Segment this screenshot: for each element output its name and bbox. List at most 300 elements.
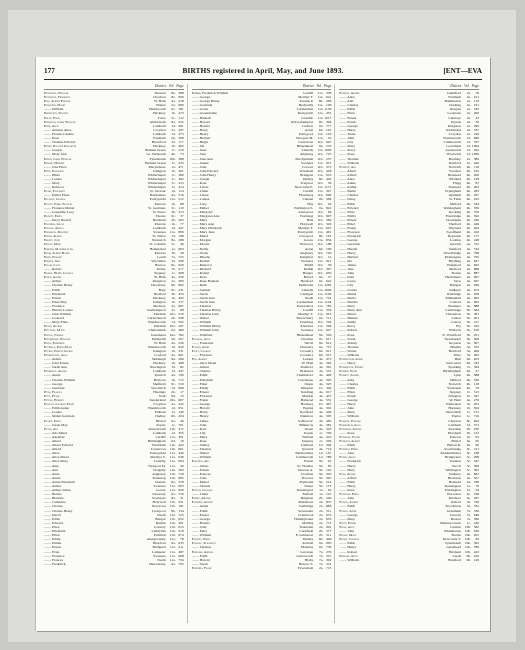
entry-district: Pontypridd <box>149 451 166 456</box>
entry-volume: 5b. <box>318 475 324 480</box>
entry-volume: 11b. <box>317 254 324 259</box>
entry-district: Caxton <box>450 320 462 325</box>
entry-volume: 7a. <box>171 254 176 259</box>
entry-volume: 7a. <box>466 512 472 517</box>
entry-volume: 4a. <box>466 295 472 300</box>
entry-page: 690 <box>326 193 332 198</box>
entry-page: 1000 <box>324 148 332 153</box>
entry-volume: 9d. <box>171 393 176 398</box>
entry-volume: 4a. <box>466 246 472 251</box>
entry-page: 147 <box>326 492 332 497</box>
entry-page: 430 <box>473 217 480 222</box>
entry-volume: 6c. <box>466 492 472 497</box>
entry-name: Eversley, Frank <box>339 434 360 439</box>
entry-district: Tunstead <box>448 185 462 190</box>
entry-volume: 4a. <box>319 398 324 403</box>
entry-volume: 1b. <box>171 168 176 173</box>
entry-name: —— Alice Mary <box>44 459 69 464</box>
entry-volume: 3b. <box>171 209 176 214</box>
entry-page: 782 <box>178 332 184 337</box>
entry-page: 697 <box>326 213 332 218</box>
entry-page: 228 <box>473 238 480 243</box>
entry-district: Swaffham <box>446 230 462 235</box>
entry-name: —— Fanny <box>339 226 357 231</box>
entry-volume: 6a. <box>319 316 324 321</box>
entry-district: Anglesey <box>299 152 314 157</box>
entry-page: 187 <box>473 496 480 501</box>
entry-volume: 11b. <box>317 181 324 186</box>
entry-volume: 1b. <box>466 434 472 439</box>
entry-volume: 6d. <box>171 438 176 443</box>
entry-district: Llanfyllin <box>151 529 166 534</box>
entry-district: St. Faith <box>448 197 462 202</box>
entry-name: —— William <box>339 160 359 165</box>
entry-volume: 1b. <box>318 385 324 390</box>
surname-range: [ENT—EVA <box>443 67 482 75</box>
entry-page: 685 <box>178 475 184 480</box>
entry-name: Eustace, Charles Edwin <box>44 402 75 407</box>
entry-page: 538 <box>473 479 480 484</box>
entry-name: —— Ellen <box>339 389 355 394</box>
entry-name: —— Thomas <box>191 303 212 308</box>
entry-name: —— Florence Mabel <box>44 205 75 210</box>
entry-district: Dudley <box>302 176 314 181</box>
entry-district: Neath <box>304 295 314 300</box>
entry-name: —— Thomas <box>339 344 359 349</box>
entry-page: 112 <box>178 115 184 120</box>
entry-page: 399 <box>473 463 480 468</box>
entry-district: Cheltenham <box>148 328 166 333</box>
entry-name: Every, Alice <box>339 455 356 460</box>
entry-name: —— Laura <box>339 279 356 284</box>
entry-page: 402 <box>178 295 184 300</box>
entry-page: 283 <box>178 279 184 284</box>
entry-district: Islington <box>153 299 166 304</box>
entry-name: —— Edith <box>191 553 208 558</box>
entry-district: Poplar <box>304 430 314 435</box>
entry-district: W. Ham <box>449 398 462 403</box>
entry-volume: 3a. <box>171 140 176 145</box>
entry-name: Evanson, Alice <box>191 336 211 341</box>
entry-volume: 8e. <box>171 91 176 95</box>
entry-volume: 8b. <box>171 508 176 513</box>
entry-name: —— Alfred <box>339 172 357 177</box>
entry-name: —— Gertrude <box>191 103 213 108</box>
entry-name: Everard, Arthur <box>191 549 213 554</box>
entry-name: —— Edith <box>339 201 356 206</box>
entry-volume: 11a. <box>317 287 324 292</box>
entry-page: 110 <box>178 205 184 210</box>
entry-district: Mitford <box>449 201 462 206</box>
entry-district: Pancras <box>154 201 166 206</box>
entry-name: —— Margaret <box>191 209 213 214</box>
entry-page: 212 <box>473 430 480 435</box>
entry-volume: 3b. <box>466 328 472 333</box>
entry-volume: 6c. <box>466 496 472 501</box>
entry-volume: 7b. <box>171 267 176 272</box>
entry-name: —— Alice Maud <box>44 455 69 460</box>
entry-page: 177 <box>178 140 184 145</box>
entry-name: —— John <box>191 475 207 480</box>
entry-name: —— Charles Henry <box>44 508 73 513</box>
entry-page: 927 <box>326 328 332 333</box>
entry-district: Hartismere <box>149 193 166 198</box>
entry-district: Dewsbury <box>151 283 166 288</box>
entry-volume: 2b. <box>171 316 176 321</box>
entry-volume: 1d. <box>171 385 176 390</box>
entry-name: —— Edith <box>339 504 356 509</box>
entry-page: 744 <box>473 246 480 251</box>
entry-page: 17 <box>180 389 184 394</box>
entry-district: Gower <box>303 238 314 243</box>
entry-page: 659 <box>326 271 332 276</box>
entry-name: Evenden, Alfred <box>191 500 213 505</box>
entry-page: 1064 <box>471 144 480 149</box>
entry-district: Bridgend <box>300 172 314 177</box>
entry-volume: 5c. <box>466 463 472 468</box>
entry-page: 469 <box>473 348 480 353</box>
entry-district: Bradford <box>448 557 462 562</box>
entry-volume: 6c. <box>466 447 472 452</box>
entry-volume: 11b. <box>169 426 176 431</box>
register-columns <box>44 84 482 623</box>
entry-volume: 1b. <box>171 299 176 304</box>
entry-page: 1194 <box>324 291 332 296</box>
entry-page: 161 <box>473 103 480 108</box>
entry-volume: 1b. <box>171 348 176 353</box>
entry-volume: 11a. <box>317 91 324 95</box>
entry-volume: 10a. <box>465 545 472 550</box>
entry-name: —— John Henry <box>191 172 217 177</box>
entry-page: 617 <box>326 389 332 394</box>
entry-volume: 1d. <box>171 189 176 194</box>
entry-district: Yarmouth <box>446 385 462 390</box>
entry-name: —— Amy <box>44 463 59 468</box>
entry-volume: 2b. <box>171 136 176 141</box>
entry-district: Bangor <box>302 271 314 276</box>
entry-name: —— Amy <box>339 377 355 382</box>
entry-name: Everest, Albert <box>339 91 360 95</box>
entry-district: St. Columb <box>149 242 166 247</box>
entry-volume: 11b. <box>169 533 176 538</box>
entry-name: —— Harry <box>339 361 356 366</box>
entry-district: Tenterden <box>299 524 314 529</box>
entry-name: —— Maria <box>339 295 356 300</box>
entry-volume: 6a. <box>319 275 324 280</box>
entry-name: —— Harry <box>191 410 208 415</box>
entry-volume: 11a. <box>317 291 324 296</box>
entry-page: 526 <box>326 332 332 337</box>
entry-name: —— Percy <box>339 148 356 153</box>
entry-volume: 1d. <box>171 430 176 435</box>
entry-name: —— Edith <box>191 508 208 513</box>
entry-district: Newtown <box>299 242 314 247</box>
entry-name: —— William <box>44 107 64 112</box>
entry-district: Dartford <box>448 160 462 165</box>
entry-page: 416 <box>473 553 480 558</box>
entry-volume: 4a. <box>466 299 472 304</box>
entry-name: Essam, Cecil <box>44 262 61 267</box>
entry-name: Esmond, Maximilian G. <box>44 246 74 251</box>
entry-volume: 10a. <box>169 332 176 337</box>
entry-name: —— James <box>191 418 209 423</box>
entry-district: Gateshead <box>446 545 462 550</box>
entry-district: Birmingham <box>147 438 166 443</box>
entry-name: —— John William <box>44 312 71 317</box>
entry-name: —— Ernest <box>44 545 62 550</box>
entry-name: —— Walter <box>191 451 209 456</box>
entry-volume: 8a. <box>171 479 176 484</box>
entry-page: 262 <box>473 185 480 190</box>
entry-name: —— Isaac <box>191 148 207 153</box>
entry-name: —— Walter <box>339 348 357 353</box>
entry-page: 729 <box>473 500 480 505</box>
entry-volume: 1b. <box>466 393 472 398</box>
entry-volume: 6a. <box>171 561 176 566</box>
entry-volume: 4b. <box>466 230 472 235</box>
column-header-district: District. <box>154 84 167 88</box>
column-header-volume: Vol. <box>168 84 175 88</box>
entry-page: 473 <box>178 111 184 116</box>
entry-volume: 2a. <box>466 99 472 104</box>
entry-district: Merthyr T. <box>298 226 314 231</box>
entry-name: —— Louisa <box>44 176 62 181</box>
entry-district: Brentford <box>151 140 166 145</box>
entry-district: Ruthin <box>156 520 166 525</box>
entry-district: Halstead <box>448 479 462 484</box>
entry-district: Tynemouth <box>444 541 462 546</box>
entry-volume: 1d. <box>171 369 176 374</box>
entry-page: 266 <box>326 99 332 104</box>
entry-page: 471 <box>178 164 184 169</box>
entry-volume: 11b. <box>169 529 176 534</box>
entry-district: N. Witchford <box>442 332 462 337</box>
entry-page: 908 <box>178 553 184 558</box>
entry-page: 837 <box>326 500 332 505</box>
entry-page: 338 <box>326 91 332 95</box>
entry-volume: 8a. <box>319 332 324 337</box>
entry-page: 555 <box>473 344 480 349</box>
entry-name: —— Daisy <box>339 197 356 202</box>
entry-volume: 4b. <box>466 197 472 202</box>
entry-name: Everton, Emma <box>339 447 359 452</box>
entry-page: 68 <box>180 307 184 312</box>
entry-volume: 8e. <box>171 262 176 267</box>
entry-page: 551 <box>326 369 332 374</box>
entry-name: —— Harold <box>191 119 210 124</box>
entry-district: Lynn <box>453 373 462 378</box>
entry-page: 615 <box>326 353 332 357</box>
entry-name: —— Kate <box>191 426 207 431</box>
entry-page: 359 <box>473 205 480 210</box>
entry-page: 394 <box>326 119 332 124</box>
entry-page: 40 <box>180 418 184 423</box>
entry-district: Barrow S. <box>298 561 314 566</box>
entry-name: —— Herbert <box>191 136 211 141</box>
entry-page: 566 <box>473 516 480 521</box>
entry-district: Flegg <box>452 181 462 186</box>
entry-district: Pwllheli <box>153 533 166 538</box>
entry-volume: 11a. <box>169 537 176 542</box>
entry-district: Chester <box>154 479 166 484</box>
entry-page: 963 <box>473 295 480 300</box>
entry-volume: 1a. <box>171 410 176 415</box>
entry-page: 345 <box>326 471 332 476</box>
entry-district: St. Saviour <box>149 189 166 194</box>
entry-page: 15 <box>180 393 184 398</box>
entry-volume: 9c. <box>171 107 176 112</box>
entry-name: —— Kate <box>339 275 355 280</box>
entry-name: —— Ellen <box>44 533 60 538</box>
entry-name: —— Mary <box>191 529 208 534</box>
entry-name: —— Harry <box>339 463 356 468</box>
entry-name: —— Harry <box>339 484 356 488</box>
entry-volume: 3b. <box>466 307 472 312</box>
entry-district: Newport M. <box>296 136 314 141</box>
entry-name: —— Ethel May <box>44 299 67 304</box>
entry-page: 795 <box>473 254 480 259</box>
entry-district: Wellington <box>445 467 462 472</box>
entry-district: Norwich <box>448 164 462 169</box>
entry-district: Lambeth <box>153 131 166 136</box>
entry-volume: 3b. <box>466 316 472 321</box>
entry-page: 506 <box>326 438 332 443</box>
entry-page: 762 <box>473 504 480 509</box>
entry-page: 168 <box>473 492 480 497</box>
entry-name: —— Frederick <box>44 561 66 566</box>
entry-page: 414 <box>178 185 184 190</box>
entry-name: —— Mary Jane <box>191 230 215 235</box>
entry-volume: 11a. <box>317 226 324 231</box>
entry-district: Braintree <box>300 369 314 374</box>
entry-name: —— Harry <box>191 127 208 132</box>
entry-page: 229 <box>473 131 480 136</box>
entry-page: 888 <box>473 303 480 308</box>
entry-district: Bristol <box>451 438 462 443</box>
entry-page: 19 <box>180 438 184 443</box>
entry-name: Everson, Albert <box>339 438 360 443</box>
entry-name: —— Charles William <box>44 377 76 382</box>
entry-page: 233 <box>473 361 480 366</box>
entry-name: —— Ernest <box>339 115 357 120</box>
entry-district: Cuckfield <box>299 529 314 534</box>
page-title: BIRTHS registered in April, May, and June 1893. <box>182 67 344 75</box>
entry-volume: 11b. <box>317 168 324 173</box>
entry-district: Newmarket <box>444 336 462 341</box>
entry-volume: 11a. <box>169 488 176 493</box>
entry-district: Hay <box>307 201 314 206</box>
entry-district: Llandilo <box>301 115 314 120</box>
entry-page: 290 <box>473 123 480 128</box>
entry-page: 739 <box>326 545 332 550</box>
entry-volume: 7a. <box>319 553 324 558</box>
entry-district: Chesterton <box>445 312 462 317</box>
register-entry <box>44 562 184 566</box>
entry-volume: 2a. <box>171 402 176 407</box>
entry-district: Coventry <box>300 353 314 357</box>
entry-district: Lampeter <box>152 549 166 554</box>
entry-district: Gt. Yarmouth <box>146 152 166 157</box>
entry-volume: 10b. <box>464 537 472 542</box>
entry-volume: 10b. <box>464 524 472 529</box>
entry-name: —— John Ernest <box>44 361 69 366</box>
entry-volume: 4a. <box>466 471 472 476</box>
entry-name: Esson, Alfred <box>44 324 62 329</box>
entry-name: Ewbank, Alice <box>339 553 358 558</box>
entry-district: Southampton <box>146 307 166 312</box>
entry-district: Newcastle T. <box>442 537 462 542</box>
entry-volume: 4a. <box>466 242 472 247</box>
entry-volume: 9c. <box>171 213 176 218</box>
entry-district: Newport M. <box>148 463 166 468</box>
entry-page: 821 <box>326 205 332 210</box>
entry-name: —— Harriet <box>191 123 210 128</box>
entry-page: 797 <box>473 140 480 145</box>
entry-page: 376 <box>473 209 480 214</box>
entry-name: Etches, Ernest George <box>44 348 73 353</box>
column-header-volume: Vol. <box>464 84 470 88</box>
entry-name: —— Mary <box>191 434 208 439</box>
entry-district: Shrewsbury <box>296 316 314 321</box>
entry-page: 218 <box>178 99 184 104</box>
entry-volume: 4a. <box>319 373 324 378</box>
column-header-page: Page <box>471 84 480 88</box>
entry-volume: 1c. <box>171 181 176 186</box>
entry-district: Kidderminster <box>440 451 462 456</box>
entry-name: —— Harry <box>339 127 356 132</box>
entry-name: —— Percy Rudolf <box>44 217 71 222</box>
entry-district: Dudley <box>155 414 166 419</box>
entry-volume: 4a. <box>319 414 324 419</box>
entry-district: Marylebone <box>148 164 166 169</box>
entry-volume: 11a. <box>169 455 176 460</box>
entry-name: Etherington, Alice <box>44 353 68 357</box>
entry-volume: 4b. <box>466 385 472 390</box>
entry-volume: 11b. <box>169 516 176 521</box>
entry-page: 620 <box>178 344 184 349</box>
column-header-name <box>341 84 448 88</box>
entry-district: Stepney <box>449 389 462 394</box>
entry-district: Wisbech <box>448 328 462 333</box>
entry-name: —— Frederick <box>339 459 361 464</box>
entry-page: 301 <box>178 434 184 439</box>
entry-page: 384 <box>473 156 480 161</box>
entry-district: Tiverton <box>301 475 314 480</box>
entry-name: —— Arthur <box>44 279 62 284</box>
entry-district: Coventry <box>300 348 314 353</box>
entry-page: 161 <box>326 234 332 239</box>
entry-district: Festiniog <box>300 213 314 218</box>
entry-volume: 4a. <box>466 283 472 288</box>
entry-district: Holywell <box>152 500 166 505</box>
entry-district: Guildford <box>447 91 462 95</box>
entry-volume: 4a. <box>171 353 176 357</box>
entry-district: Lambeth <box>153 430 166 435</box>
entry-volume: 11b. <box>317 140 324 145</box>
entry-name: Evans, Ada <box>44 426 59 431</box>
entry-district: Lambeth <box>300 443 314 448</box>
entry-name: —— Mary <box>191 217 208 222</box>
entry-district: Stow <box>453 279 462 284</box>
entry-volume: 4a. <box>319 393 324 398</box>
entry-district: Sudbury <box>448 287 462 292</box>
entry-volume: 8a. <box>171 238 176 243</box>
entry-volume: 4b. <box>466 213 472 218</box>
entry-volume: 1c. <box>171 176 176 181</box>
entry-page: 505 <box>326 414 332 419</box>
entry-page: 495 <box>473 353 480 357</box>
entry-district: Merthyr T. <box>150 455 166 460</box>
